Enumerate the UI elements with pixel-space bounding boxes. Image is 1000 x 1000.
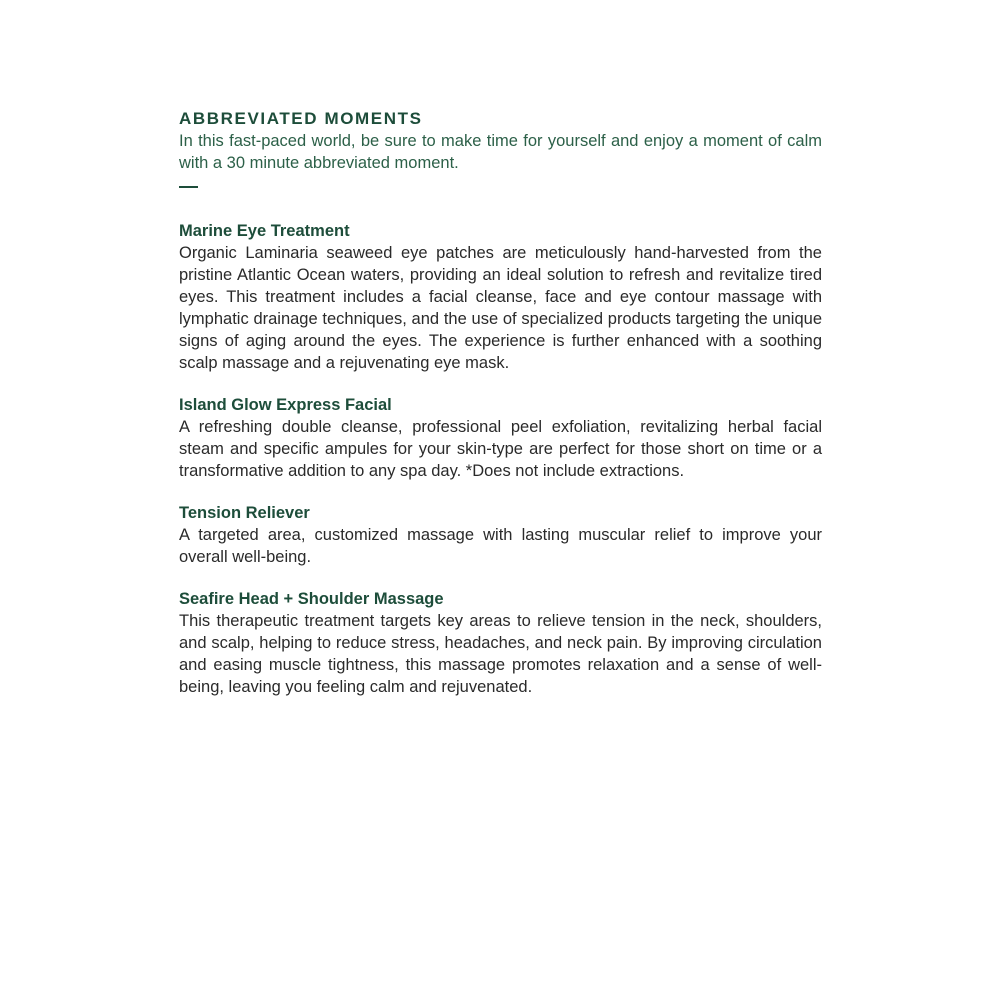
treatment-title: Island Glow Express Facial [179,396,392,414]
treatment-description: Organic Laminaria seaweed eye patches are meticulously hand-harvested from the pristine Atlantic Ocean waters, providing an ideal solution to refresh and revitalize tired eyes. This treatment includes a facial cleanse, face and eye contour massage with lymphatic drainage techniques, and the use of specialized products targeting the unique signs of aging around the eyes. The experience is further enhanced with a soothing scalp massage and a rejuvenating eye mask. [179,244,822,372]
treatment-description: This therapeutic treatment targets key areas to relieve tension in the neck, shoulders, and scalp, helping to reduce stress, headaches, and neck pain. By improving circulation and easing muscle tightness, this massage promotes relaxation and a sense of well-being, leaving you feeling calm and rejuvenated. [179,612,822,696]
section-title: ABBREVIATED MOMENTS [179,109,423,128]
treatment-description: A targeted area, customized massage with lasting muscular relief to improve your overall well-being. [179,526,822,566]
treatment-title: Tension Reliever [179,504,310,522]
section-intro: In this fast-paced world, be sure to make time for yourself and enjoy a moment of calm with a 30 minute abbreviated moment. [179,132,822,172]
section-divider [179,186,198,188]
treatment-description: A refreshing double cleanse, professional peel exfoliation, revitalizing herbal facial steam and specific ampules for your skin-type are perfect for those short on time or a transformative addition to any spa day. *Does not include extractions. [179,418,822,480]
treatment-title: Marine Eye Treatment [179,222,350,240]
treatment-menu-page [179,108,822,698]
treatment-title: Seafire Head + Shoulder Massage [179,590,444,608]
treatment-item [179,220,822,374]
treatment-item [179,502,822,568]
treatment-item [179,394,822,482]
treatment-item [179,588,822,698]
